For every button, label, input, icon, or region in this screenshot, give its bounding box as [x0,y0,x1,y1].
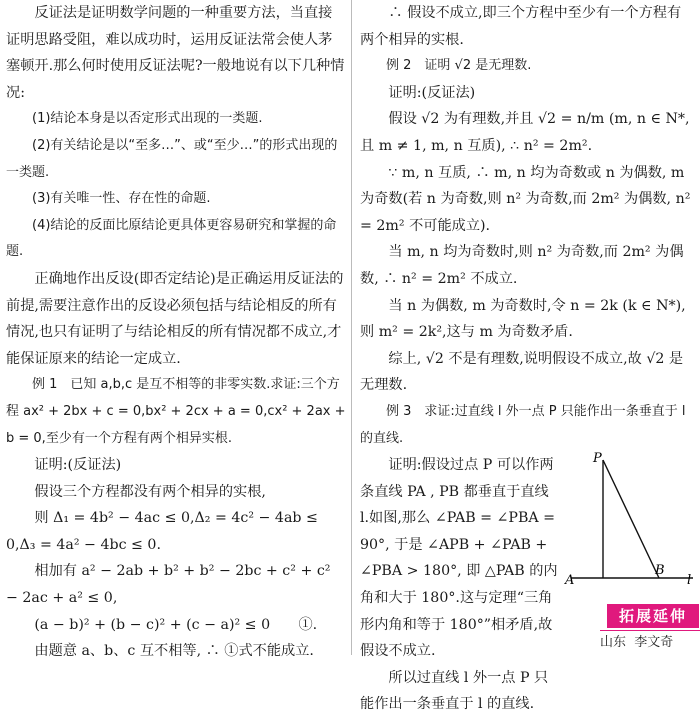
proof3-body: 证明:假设过点 P 可以作两条直线 PA , PB 都垂直于直线 l.如图,那么 ∠PAB = ∠PBA = 90°, 于是 ∠APB + ∠PAB + ∠PBA > 180°, 即 △PAB 的内角和大于 180°.这与定理“三角形内角和等于 180°”相矛盾,故假设不成立. [360,457,558,660]
proof1-assume: 假设三个方程都没有两个相异的实根, [34,483,266,500]
case-1: (1)结论本身是以否定形式出现的一类题. [32,111,263,127]
case-4: (4)结论的反面比原结论更具体更容易研究和掌握的命题. [6,217,337,260]
proof2-step-4: 当 n 为偶数, m 为奇数时,令 n = 2k (k ∈ N*),则 m² = 2k²,这与 m 为奇数矛盾. [360,297,686,341]
label-A: A [565,573,575,588]
proof-label-1: 证明:(反证法) [34,457,122,474]
case-2: (2)有关结论是以“至多…”、或“至少…”的形式出现的一类题. [6,137,338,180]
proof1-contradiction: 由题意 a、b、c 互不相等, ∴ ①式不能成立. [34,643,314,660]
intro-paragraph: 反证法是证明数学问题的一种重要方法，当直接证明思路受阻，难以成功时，运用反证法常会使人茅塞顿开.那么何时使用反证法呢?一般地说有以下几种情况: [6,5,345,101]
example-1: 例 1 已知 a,b,c 是互不相等的非零实数.求证:三个方程 ax² + 2bx + c = 0,bx² + 2cx + a = 0,cx² + 2ax + b = 0,至少有一个方程有两个相异实根. [6,377,346,446]
proof2-conclusion: 综上, √2 不是有理数,说明假设不成立,故 √2 是无理数. [360,350,684,394]
author-line [600,630,700,655]
proof2-step-2: ∵ m, n 互质, ∴ m, n 均为奇数或 n 为偶数, m 为奇数(若 n 为奇数,则 n² 为奇数,而 2m² 为偶数, n² = 2m² 不可能成立). [360,164,691,234]
column-divider [351,0,352,655]
segment-PB [603,460,659,578]
author-name: 李文奇 [634,635,674,650]
label-P: P [593,451,602,466]
proof2-step-3: 当 m, n 均为奇数时,则 n² 为奇数,而 2m² 为偶数, ∴ n² = 2m² 不成立. [360,244,684,287]
case-3: (3)有关唯一性、存在性的命题. [32,191,211,207]
author-region: 山东 [600,635,627,650]
proof1-deltas: 则 Δ₁ = 4b² − 4ac ≤ 0,Δ₂ = 4c² − 4ab ≤ 0,Δ₃ = 4a² − 4bc ≤ 0. [6,510,318,553]
reverse-assumption-paragraph: 正确地作出反设(即否定结论)是正确运用反证法的前提,需要注意作出的反设必须包括与结论相反的所有情况,也只有证明了与结论相反的所有情况都不成立,才能保证原来的结论一定成立. [6,270,344,367]
section-stamp: 拓展延伸 [607,604,699,628]
proof1-inequality: (a − b)² + (b − c)² + (c − a)² ≤ 0 ①. [34,616,318,633]
proof3-conclusion: 所以过直线 l 外一点 P 只能作出一条垂直于 l 的直线. [360,669,549,713]
proof1-sum: 相加有 a² − 2ab + b² + b² − 2bc + c² + c² − 2ac + a² ≤ 0, [6,563,331,607]
label-l: l [687,573,692,588]
perpendicular-figure [563,448,698,588]
proof2-step-1: 假设 √2 为有理数,并且 √2 = n/m (m, n ∈ N*, 且 m ≠ 1, m, n 互质), ∴ n² = 2m². [360,111,690,154]
example-3: 例 3 求证:过直线 l 外一点 P 只能作出一条垂直于 l 的直线. [360,403,686,446]
proof-label-2: 证明:(反证法) [388,84,476,101]
proof1-conclusion: ∴ 假设不成立,即三个方程中至少有一个方程有两个相异的实根. [360,5,682,48]
label-B: B [655,563,665,578]
left-column [6,0,346,665]
example-2: 例 2 证明 √2 是无理数. [386,58,532,74]
